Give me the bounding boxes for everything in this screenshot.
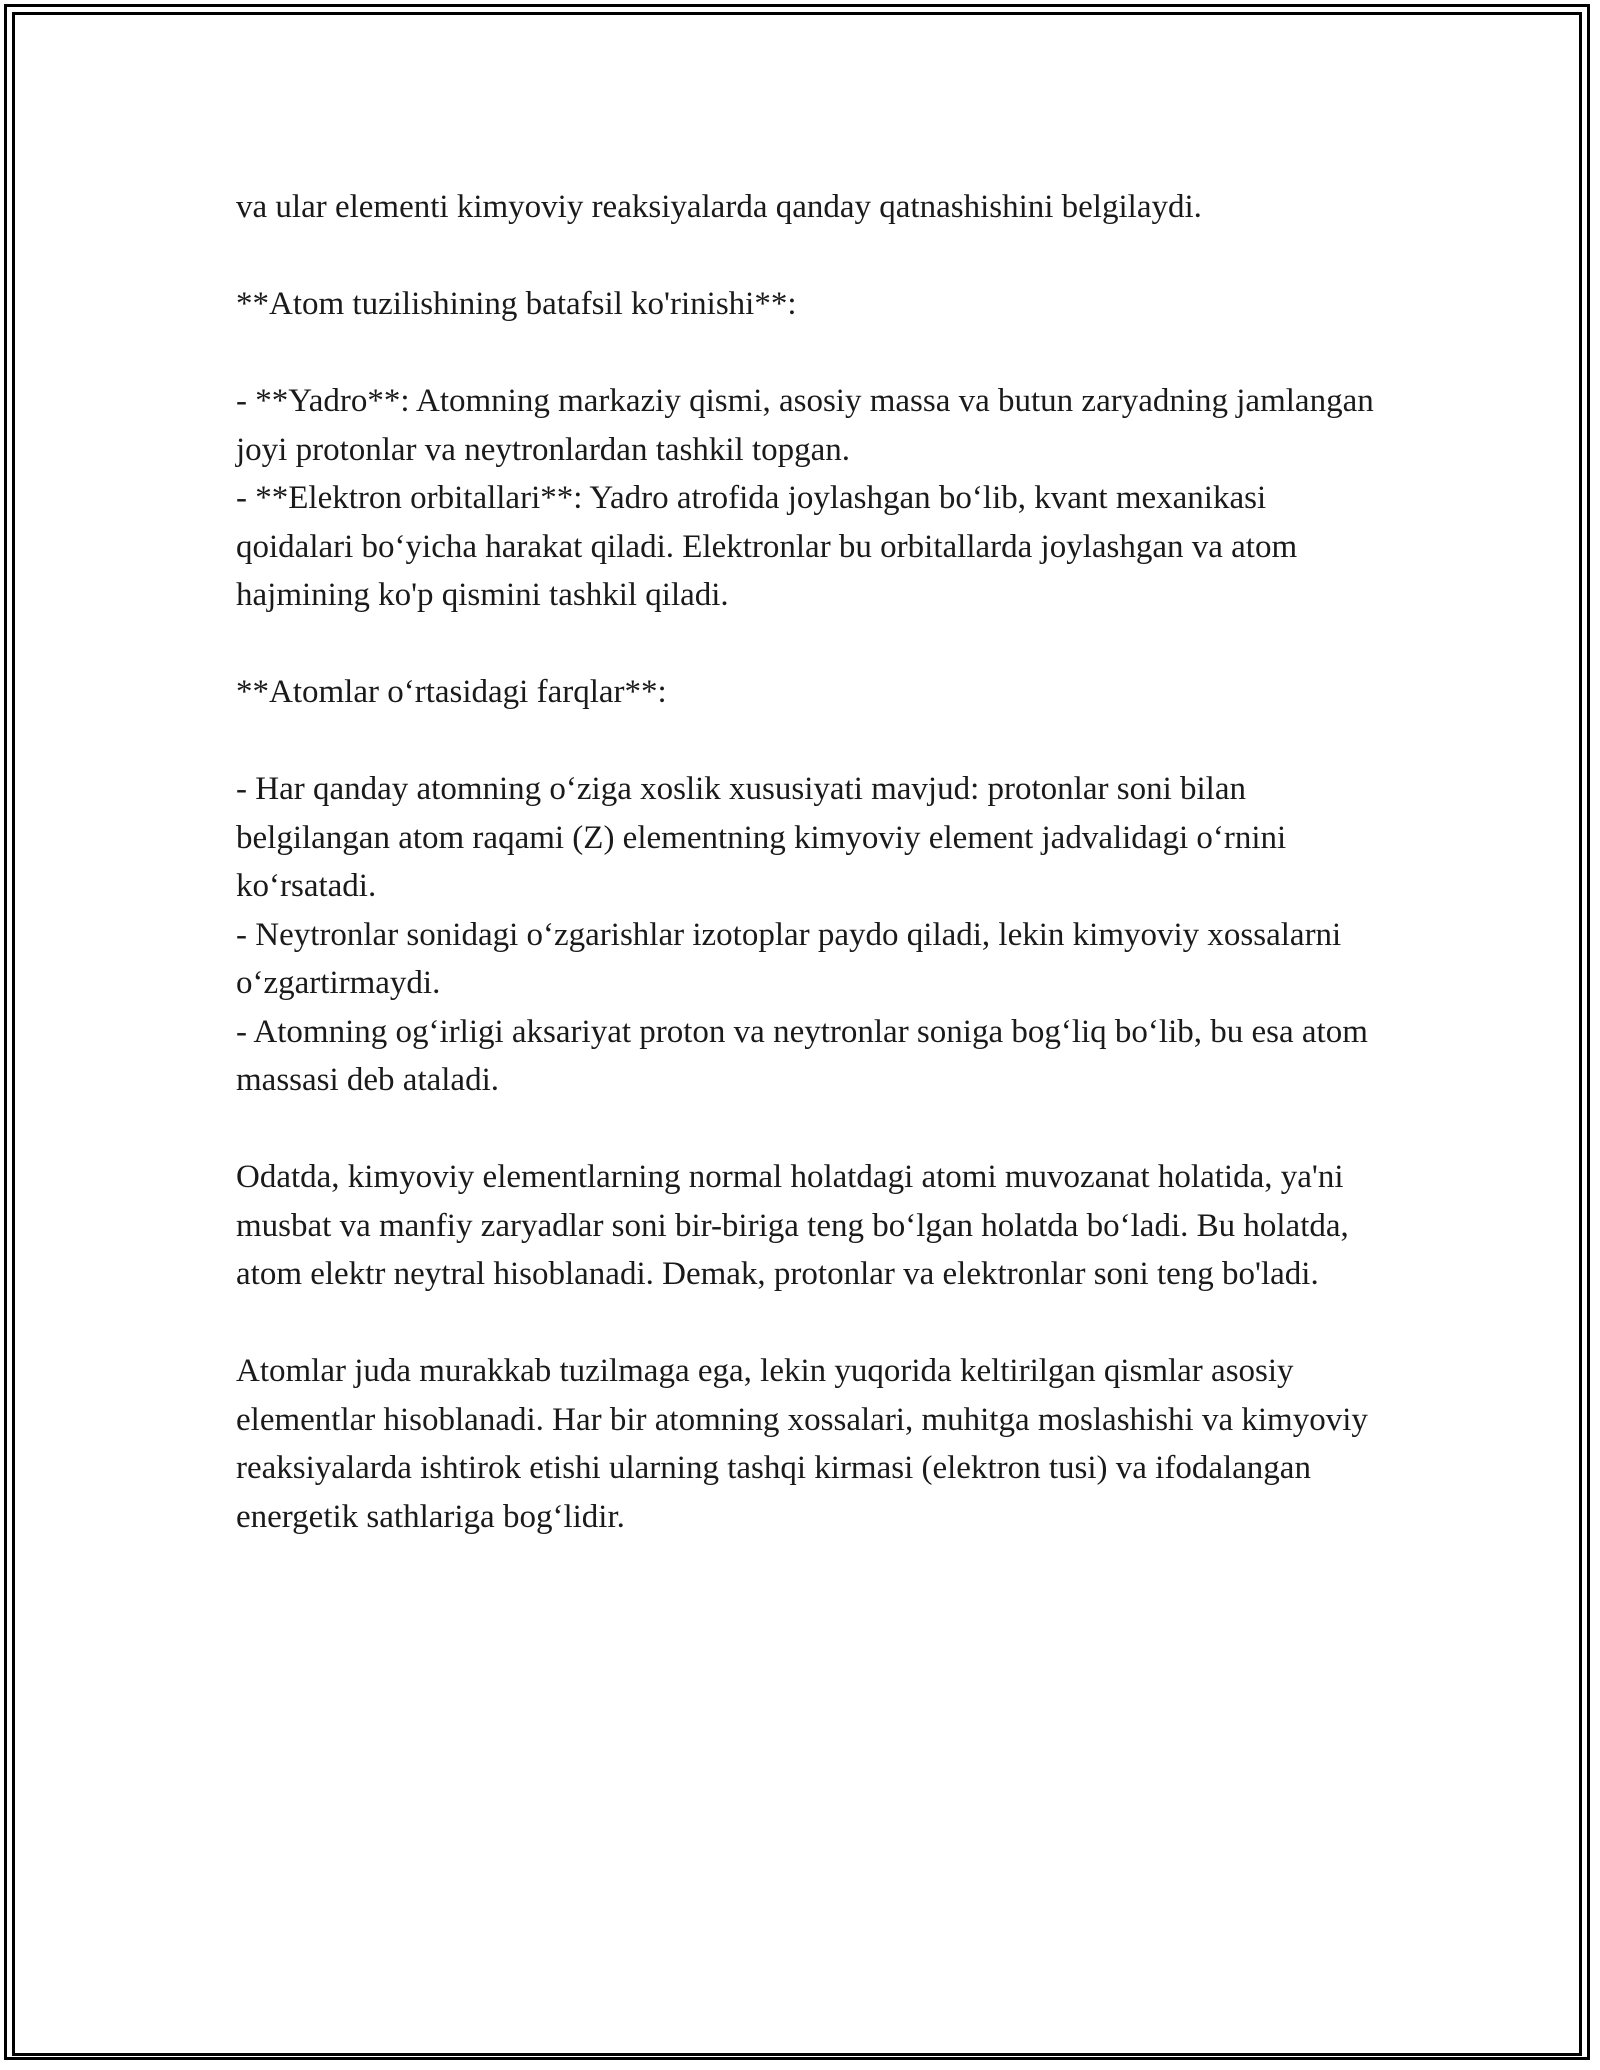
- text-line: va ular elementi kimyoviy reaksiyalarda qanday qatnashishini belgilaydi.: [236, 189, 1202, 225]
- list-item: - Atomning og‘irligi aksariyat proton va neytronlar soniga bog‘liq bo‘lib, bu esa atom massasi deb ataladi.: [236, 1013, 1368, 1098]
- list-item: - Har qanday atomning o‘ziga xoslik xususiyati mavjud: protonlar soni bilan belgilangan atom raqami (Z) elementning kimyoviy element jadvalidagi o‘rnini ko‘rsatadi.: [236, 771, 1287, 904]
- text-line: **Atomlar o‘rtasidagi farqlar**:: [236, 674, 667, 710]
- document-body: [236, 183, 1386, 1590]
- paragraph: [236, 1153, 1386, 1299]
- bullet-list: [236, 765, 1386, 1105]
- text-line: **Atom tuzilishining batafsil ko'rinishi**:: [236, 286, 797, 322]
- text-line: Atomlar juda murakkab tuzilmaga ega, lekin yuqorida keltirilgan qismlar asosiy elementlar hisoblanadi. Har bir atomning xossalari, muhitga moslashishi va kimyoviy reaksiyalarda ishtirok etishi ularning tashqi kirmasi (elektron tusi) va ifodalangan energetik sathlariga bog‘lidir.: [236, 1353, 1368, 1535]
- section-heading: [236, 668, 1386, 717]
- list-item: - Neytronlar sonidagi o‘zgarishlar izotoplar paydo qiladi, lekin kimyoviy xossalarni o‘zgartirmaydi.: [236, 916, 1342, 1001]
- paragraph: [236, 183, 1386, 232]
- section-heading: [236, 280, 1386, 329]
- paragraph: [236, 1347, 1386, 1541]
- list-item: - **Yadro**: Atomning markaziy qismi, asosiy massa va butun zaryadning jamlangan joyi protonlar va neytronlardan tashkil topgan.: [236, 383, 1374, 468]
- list-item: - **Elektron orbitallari**: Yadro atrofida joylashgan bo‘lib, kvant mexanikasi qoidalari bo‘yicha harakat qiladi. Elektronlar bu orbitallarda joylashgan va atom hajmining ko'p qismini tashkil qiladi.: [236, 480, 1298, 613]
- bullet-list: [236, 377, 1386, 620]
- text-line: Odatda, kimyoviy elementlarning normal holatdagi atomi muvozanat holatida, ya'ni musbat va manfiy zaryadlar soni bir-biriga teng bo‘lgan holatda bo‘ladi. Bu holatda, atom elektr neytral hisoblanadi. Demak, protonlar va elektronlar soni teng bo'ladi.: [236, 1159, 1349, 1292]
